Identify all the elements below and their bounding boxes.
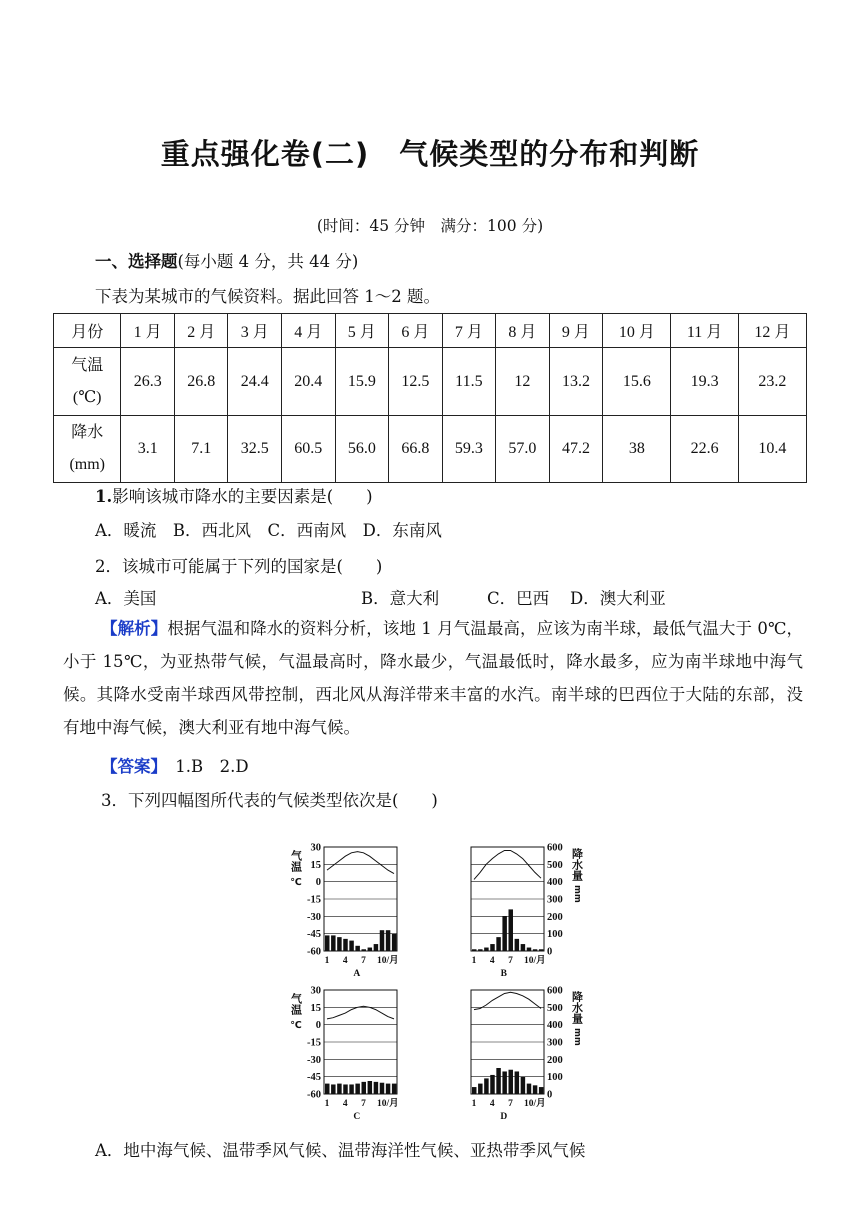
table-cell: 5 月 bbox=[335, 314, 389, 348]
x-tick-label: 4 bbox=[489, 956, 495, 966]
precip-bar bbox=[484, 948, 488, 951]
climate-chart-d bbox=[471, 990, 584, 1094]
table-cell: 12 bbox=[496, 348, 550, 416]
table-cell: 12.5 bbox=[389, 348, 443, 416]
row-label-line: (mm) bbox=[69, 456, 105, 473]
x-tick-label: 7 bbox=[361, 1099, 366, 1109]
precip-bar bbox=[343, 1084, 347, 1094]
precip-bar bbox=[539, 1087, 543, 1094]
chart-label: D bbox=[500, 1112, 508, 1122]
precip-bar bbox=[527, 1084, 531, 1094]
precip-bar bbox=[502, 916, 506, 951]
precip-bar bbox=[392, 934, 396, 951]
table-header-cell: 月份 bbox=[54, 314, 121, 348]
x-tick-label: 1 bbox=[471, 1099, 477, 1109]
section-heading bbox=[95, 248, 358, 272]
table-cell: 13.2 bbox=[549, 348, 603, 416]
table-cell: 4 月 bbox=[282, 314, 336, 348]
table-row bbox=[54, 416, 807, 483]
precip-bar bbox=[509, 909, 513, 951]
climate-chart-c bbox=[290, 990, 398, 1094]
analysis-block bbox=[63, 612, 803, 744]
x-tick-label: 10/月 bbox=[523, 1099, 546, 1109]
table-cell: 15.6 bbox=[603, 348, 671, 416]
precip-bar bbox=[478, 1084, 482, 1094]
question-number: 2． bbox=[95, 557, 122, 576]
exam-info: (时间：45 分钟 满分：100 分) bbox=[316, 217, 544, 235]
table-cell: 8 月 bbox=[496, 314, 550, 348]
precip-bar bbox=[374, 944, 378, 951]
precip-bar bbox=[515, 1071, 519, 1094]
precip-unit-label: mm bbox=[572, 885, 582, 903]
precip-bar bbox=[521, 944, 525, 951]
intro-text: 下表为某城市的气候资料。据此回答 1～2 题。 bbox=[95, 287, 440, 306]
table-cell: 15.9 bbox=[335, 348, 389, 416]
precip-bar bbox=[533, 949, 537, 951]
precip-bar bbox=[349, 941, 353, 951]
table-cell: 10 月 bbox=[603, 314, 671, 348]
precip-tick-label: 0 bbox=[547, 946, 553, 958]
table-cell: 20.4 bbox=[282, 348, 336, 416]
temp-tick-label: -15 bbox=[307, 1037, 321, 1049]
table-cell: 60.5 bbox=[282, 416, 336, 483]
table-cell: 10.4 bbox=[738, 416, 806, 483]
question-3 bbox=[101, 787, 438, 811]
row-label-line: 降水 bbox=[71, 424, 104, 441]
row-label-line: (℃) bbox=[72, 388, 102, 406]
question-3-option-a: A．地中海气候、温带季风气候、温带海洋性气候、亚热带季风气候 bbox=[95, 1141, 586, 1160]
climate-chart-b bbox=[471, 847, 584, 951]
question-2-option-d: D．澳大利亚 bbox=[570, 589, 666, 608]
precip-bar bbox=[380, 930, 384, 951]
chart-label: A bbox=[353, 969, 361, 979]
precip-bar bbox=[527, 948, 531, 951]
temp-tick-label: -60 bbox=[307, 1089, 321, 1101]
precip-bar bbox=[325, 935, 329, 951]
table-cell: 26.3 bbox=[121, 348, 175, 416]
table-cell: 9 月 bbox=[549, 314, 603, 348]
precip-bar bbox=[380, 1083, 384, 1094]
temp-tick-label: 15 bbox=[310, 859, 321, 871]
table-cell: 11.5 bbox=[442, 348, 496, 416]
precip-bar bbox=[386, 1084, 390, 1094]
analysis-tag: 【解析】 bbox=[101, 619, 168, 638]
section-name: 一、选择题 bbox=[95, 252, 178, 271]
precip-tick-label: 100 bbox=[547, 1072, 563, 1084]
precip-bar bbox=[337, 937, 341, 951]
precip-bar bbox=[521, 1077, 525, 1094]
temp-unit-label: ℃ bbox=[290, 1020, 302, 1031]
precip-bar bbox=[368, 1081, 372, 1094]
precip-tick-label: 500 bbox=[547, 859, 563, 871]
temp-tick-label: 0 bbox=[315, 1020, 321, 1032]
temp-tick-label: -60 bbox=[307, 946, 321, 958]
climate-charts-figure bbox=[280, 835, 600, 1130]
precip-axis-label: 降水量 bbox=[570, 848, 584, 881]
precip-bar bbox=[337, 1084, 341, 1094]
section-note: (每小题 4 分，共 44 分) bbox=[177, 252, 359, 271]
precip-axis-label: 降水量 bbox=[570, 991, 584, 1024]
question-2 bbox=[95, 553, 382, 577]
question-text: 下列四幅图所代表的气候类型依次是( ) bbox=[128, 791, 438, 810]
precip-bar bbox=[355, 1084, 359, 1094]
precip-bar bbox=[325, 1084, 329, 1094]
precip-bar bbox=[472, 949, 476, 951]
answer-tag: 【答案】 bbox=[101, 757, 159, 776]
temp-axis-label: 气温 bbox=[289, 993, 303, 1015]
table-row bbox=[54, 314, 807, 348]
precip-bar bbox=[386, 930, 390, 951]
precip-tick-label: 400 bbox=[547, 877, 563, 889]
analysis-text: 根据气温和降水的资料分析，该地 1 月气温最高，应该为南半球，最低气温大于 0℃，小于 15℃，为亚热带气候，气温最高时，降水最少，气温最低时，降水最多，应为南半球地中海气候。其降水受南半球西风带控制，西北风从海洋带来丰富的水汽。南半球的巴西位于大陆的东部，没有地中海气候，澳大利亚有地中海气候。 bbox=[63, 619, 803, 737]
x-tick-label: 10/月 bbox=[523, 956, 546, 966]
temp-unit-label: ℃ bbox=[290, 877, 302, 888]
table-cell: 47.2 bbox=[549, 416, 603, 483]
table-row-header bbox=[54, 416, 121, 483]
table-cell: 11 月 bbox=[671, 314, 738, 348]
precip-tick-label: 0 bbox=[547, 1089, 553, 1101]
temp-tick-label: 0 bbox=[315, 877, 321, 889]
temp-tick-label: -45 bbox=[307, 929, 321, 941]
x-tick-label: 1 bbox=[324, 956, 330, 966]
precip-bar bbox=[478, 949, 482, 951]
table-cell: 12 月 bbox=[738, 314, 806, 348]
page-title: 重点强化卷(二) 气候类型的分布和判断 bbox=[160, 137, 700, 171]
precip-bar bbox=[539, 949, 543, 951]
precip-bar bbox=[362, 949, 366, 951]
precip-bar bbox=[496, 937, 500, 951]
table-cell: 23.2 bbox=[738, 348, 806, 416]
precip-tick-label: 400 bbox=[547, 1020, 563, 1032]
table-cell: 3 月 bbox=[228, 314, 282, 348]
x-tick-label: 7 bbox=[508, 1099, 513, 1109]
precip-bar bbox=[490, 1075, 494, 1094]
x-tick-label: 7 bbox=[508, 956, 513, 966]
precip-bar bbox=[496, 1068, 500, 1094]
question-text: 影响该城市降水的主要因素是( ) bbox=[112, 487, 373, 506]
precip-bar bbox=[331, 935, 335, 951]
question-1-options: A．暖流 B．西北风 C．西南风 D．东南风 bbox=[95, 521, 442, 540]
temp-tick-label: -15 bbox=[307, 894, 321, 906]
table-row bbox=[54, 348, 807, 416]
precip-bar bbox=[484, 1078, 488, 1094]
temp-tick-label: -30 bbox=[307, 911, 321, 923]
chart-label: B bbox=[500, 969, 508, 979]
precip-bar bbox=[368, 948, 372, 951]
temp-tick-label: -30 bbox=[307, 1054, 321, 1066]
table-cell: 38 bbox=[603, 416, 671, 483]
temp-axis-label: 气温 bbox=[289, 850, 303, 872]
precip-tick-label: 200 bbox=[547, 1054, 563, 1066]
precip-tick-label: 200 bbox=[547, 911, 563, 923]
temp-curve bbox=[474, 851, 541, 880]
table-cell: 7 月 bbox=[442, 314, 496, 348]
question-2-option-b: B．意大利 bbox=[361, 589, 440, 608]
table-row-header bbox=[54, 348, 121, 416]
climate-chart-a bbox=[290, 847, 398, 951]
table-cell: 7.1 bbox=[174, 416, 228, 483]
x-tick-label: 1 bbox=[471, 956, 477, 966]
question-1 bbox=[95, 483, 373, 507]
table-cell: 59.3 bbox=[442, 416, 496, 483]
question-2-option-c: C．巴西 bbox=[487, 589, 550, 608]
table-cell: 1 月 bbox=[121, 314, 175, 348]
x-tick-label: 4 bbox=[342, 1099, 348, 1109]
table-cell: 56.0 bbox=[335, 416, 389, 483]
table-cell: 66.8 bbox=[389, 416, 443, 483]
precip-unit-label: mm bbox=[572, 1028, 582, 1046]
temp-tick-label: 30 bbox=[310, 985, 321, 997]
precip-bar bbox=[533, 1085, 537, 1094]
table-cell: 22.6 bbox=[671, 416, 738, 483]
precip-bar bbox=[472, 1087, 476, 1094]
table-cell: 19.3 bbox=[671, 348, 738, 416]
chart-label: C bbox=[353, 1112, 361, 1122]
table-cell: 57.0 bbox=[496, 416, 550, 483]
precip-tick-label: 300 bbox=[547, 894, 563, 906]
x-tick-label: 4 bbox=[489, 1099, 495, 1109]
temp-tick-label: 15 bbox=[310, 1002, 321, 1014]
table-cell: 3.1 bbox=[121, 416, 175, 483]
table-cell: 32.5 bbox=[228, 416, 282, 483]
precip-bar bbox=[349, 1084, 353, 1094]
question-2-option-a: A．美国 bbox=[95, 589, 157, 608]
x-tick-label: 10/月 bbox=[376, 1099, 399, 1109]
table-cell: 6 月 bbox=[389, 314, 443, 348]
table-cell: 26.8 bbox=[174, 348, 228, 416]
table-cell: 24.4 bbox=[228, 348, 282, 416]
precip-bar bbox=[343, 939, 347, 951]
precip-tick-label: 600 bbox=[547, 842, 563, 854]
row-label-line: 气温 bbox=[71, 356, 104, 374]
temp-tick-label: 30 bbox=[310, 842, 321, 854]
precip-bar bbox=[392, 1084, 396, 1094]
answer-block bbox=[101, 753, 249, 777]
precip-bar bbox=[355, 946, 359, 951]
x-tick-label: 1 bbox=[324, 1099, 330, 1109]
precip-bar bbox=[374, 1082, 378, 1094]
answer-text: 1.B 2.D bbox=[175, 757, 249, 776]
precip-tick-label: 500 bbox=[547, 1002, 563, 1014]
temp-curve bbox=[327, 852, 394, 874]
precip-tick-label: 100 bbox=[547, 929, 563, 941]
precip-bar bbox=[490, 944, 494, 951]
x-tick-label: 7 bbox=[361, 956, 366, 966]
precip-bar bbox=[502, 1071, 506, 1094]
question-text: 该城市可能属于下列的国家是( ) bbox=[122, 557, 383, 576]
temp-curve bbox=[327, 1006, 394, 1019]
precip-bar bbox=[331, 1084, 335, 1094]
precip-tick-label: 600 bbox=[547, 985, 563, 997]
table-cell: 2 月 bbox=[174, 314, 228, 348]
question-number: 3． bbox=[101, 791, 128, 810]
precip-bar bbox=[509, 1070, 513, 1094]
temp-curve bbox=[474, 992, 541, 1009]
precip-tick-label: 300 bbox=[547, 1037, 563, 1049]
question-number: 1. bbox=[95, 487, 113, 506]
climate-table bbox=[53, 313, 807, 483]
precip-bar bbox=[515, 939, 519, 951]
x-tick-label: 10/月 bbox=[376, 956, 399, 966]
x-tick-label: 4 bbox=[342, 956, 348, 966]
precip-bar bbox=[362, 1082, 366, 1094]
temp-tick-label: -45 bbox=[307, 1072, 321, 1084]
